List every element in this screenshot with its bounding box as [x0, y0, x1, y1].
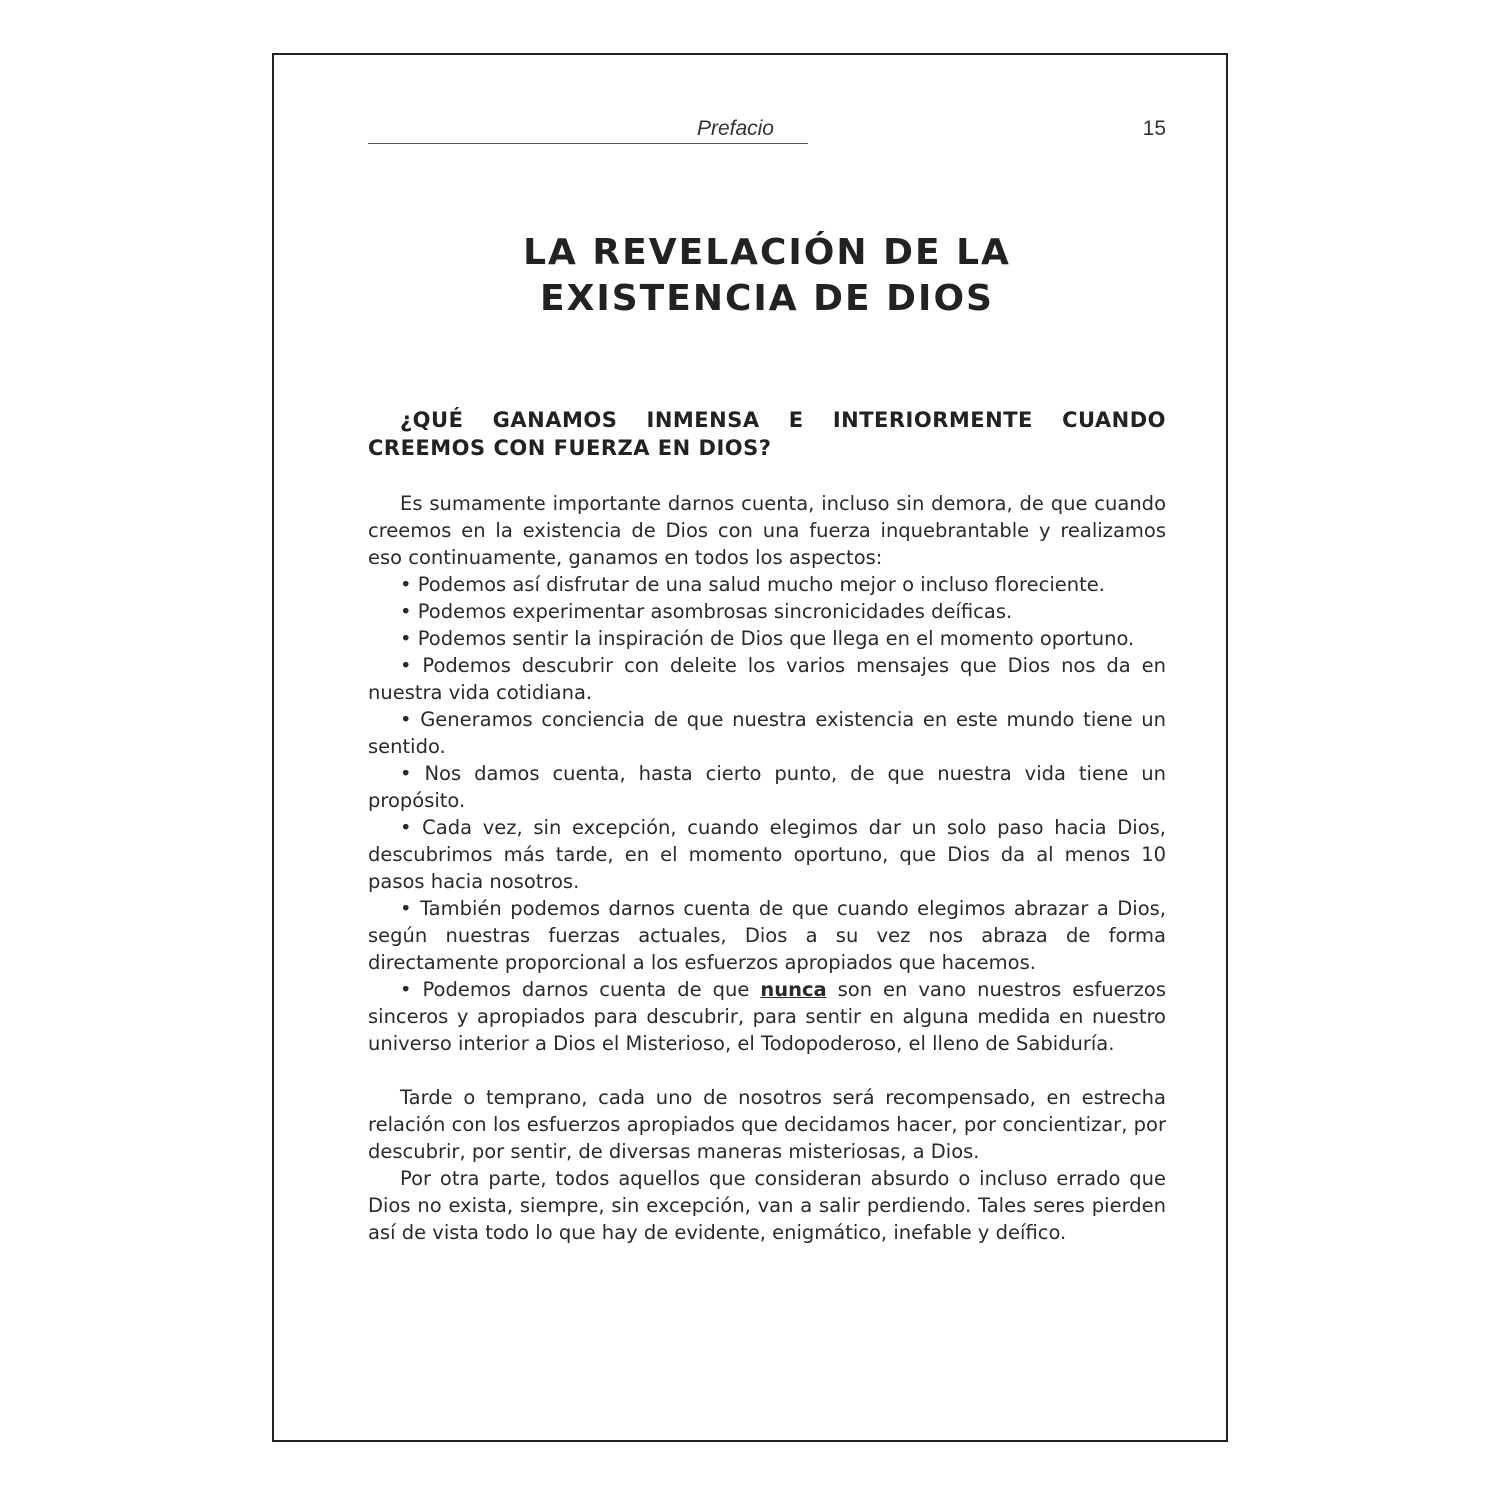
- closing-paragraph-1: Tarde o temprano, cada uno de nosotros será recompensado, en estrecha relación con los esfuerzos apropiados que decidamos hacer, por concientizar, por descubrir, por sentir, de diversas maneras misteriosas, a Dios.: [368, 1086, 1166, 1163]
- bullet-text-after: son en vano nuestros esfuerzos sinceros y apropiados para descubrir, para sentir en alguna medida en nuestro universo interior a Dios el Misterioso, el Todopoderoso, el lleno de Sabiduría.: [368, 978, 1166, 1055]
- section-heading-line-2: CREEMOS CON FUERZA EN DIOS?: [368, 436, 772, 460]
- bullet-item-last: [368, 976, 1166, 1057]
- running-head-rule: [368, 143, 808, 144]
- chapter-title-line-2: EXISTENCIA DE DIOS: [540, 278, 994, 319]
- body-text: [368, 490, 1166, 1246]
- bullet-text-before: • Podemos darnos cuenta de que: [400, 978, 761, 1001]
- running-head-title: Prefacio: [696, 117, 774, 140]
- running-head: [368, 116, 1166, 146]
- bullet-item: • Podemos sentir la inspiración de Dios que llega en el momento oportuno.: [400, 627, 1135, 650]
- chapter-title-line-1: LA REVELACIÓN DE LA: [523, 232, 1011, 273]
- page-number: 15: [1142, 117, 1166, 140]
- emphasis-word: nunca: [760, 978, 827, 1001]
- bullet-item: • Generamos conciencia de que nuestra existencia en este mundo tiene un sentido.: [368, 708, 1166, 758]
- closing-paragraph-2: Por otra parte, todos aquellos que consideran absurdo o incluso errado que Dios no exista, siempre, sin excepción, van a salir perdiendo. Tales seres pierden así de vista todo lo que hay de evidente, enigmático, inefable y deífico.: [368, 1167, 1166, 1244]
- intro-paragraph: Es sumamente importante darnos cuenta, incluso sin demora, de que cuando creemos en la existencia de Dios con una fuerza inquebrantable y realizamos eso continuamente, ganamos en todos los aspectos:: [368, 492, 1166, 569]
- bullet-item: • Nos damos cuenta, hasta cierto punto, de que nuestra vida tiene un propósito.: [368, 762, 1166, 812]
- bullet-item: • Cada vez, sin excepción, cuando elegimos dar un solo paso hacia Dios, descubrimos más tarde, en el momento oportuno, que Dios da al menos 10 pasos hacia nosotros.: [368, 816, 1166, 893]
- section-heading-line-1: ¿QUÉ GANAMOS INMENSA E INTERIORMENTE CUANDO: [400, 408, 1166, 432]
- bullet-item: • Podemos experimentar asombrosas sincronicidades deíficas.: [400, 600, 1013, 623]
- section-heading: [368, 406, 1166, 462]
- bullet-item: • Podemos descubrir con deleite los varios mensajes que Dios nos da en nuestra vida cotidiana.: [368, 654, 1166, 704]
- chapter-title: [368, 230, 1166, 322]
- bullet-item: • Podemos así disfrutar de una salud mucho mejor o incluso floreciente.: [400, 573, 1105, 596]
- bullet-item: • También podemos darnos cuenta de que cuando elegimos abrazar a Dios, según nuestras fuerzas actuales, Dios a su vez nos abraza de forma directamente proporcional a los esfuerzos apropiados que hacemos.: [368, 897, 1166, 974]
